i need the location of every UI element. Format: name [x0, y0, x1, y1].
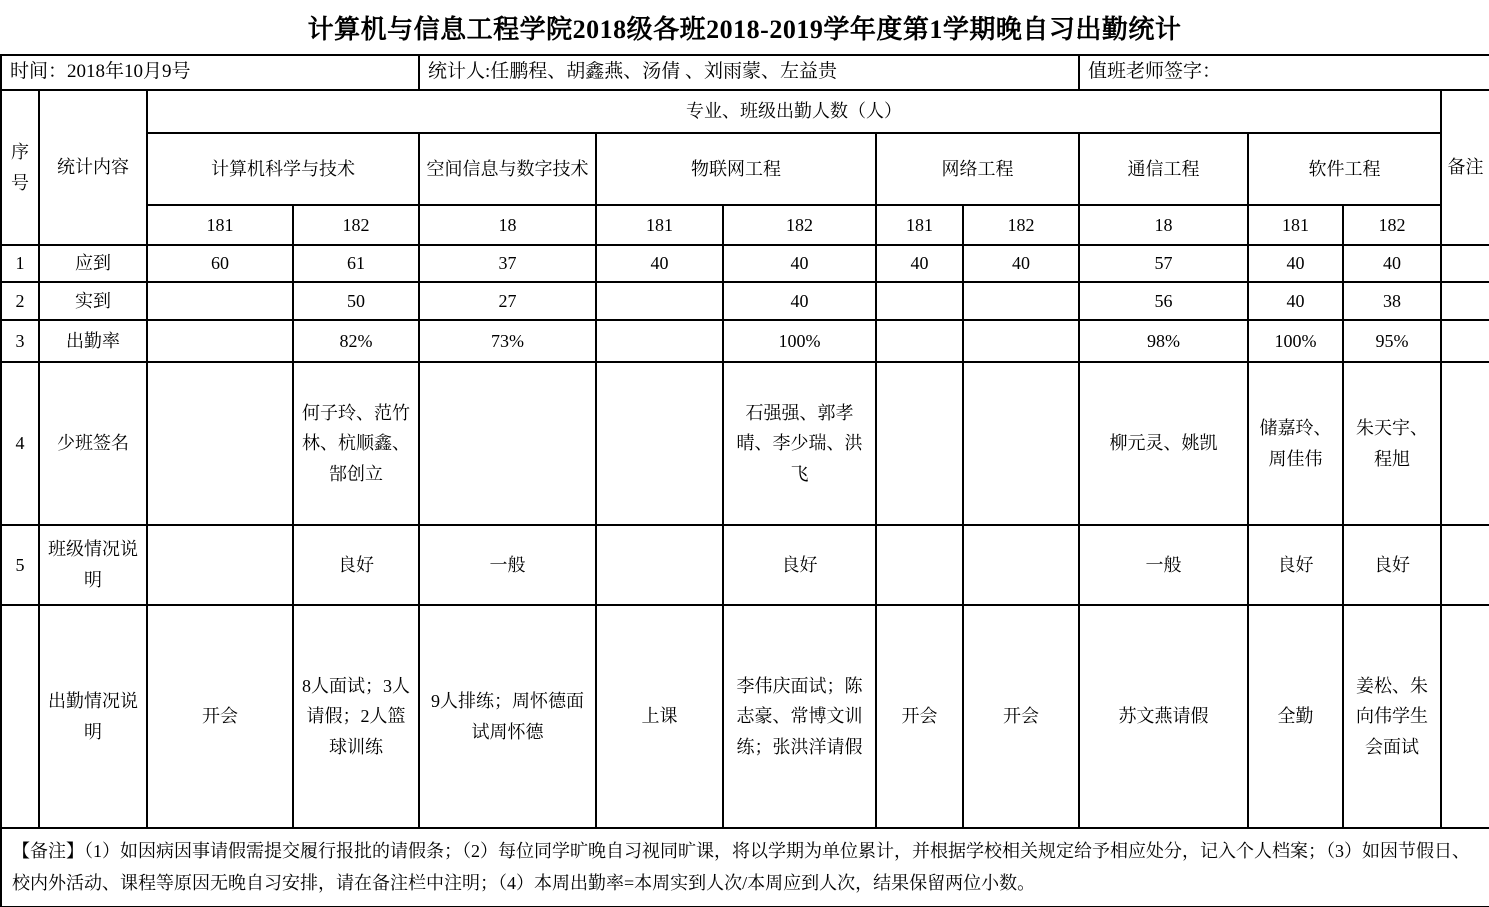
row-label: 出勤情况说明 [39, 605, 147, 828]
attendance-cell: 何子玲、范竹林、杭顺鑫、郜创立 [293, 362, 419, 525]
class-header: 181 [596, 205, 723, 245]
table-row [1, 245, 1489, 282]
attendance-cell: 朱天宇、程旭 [1343, 362, 1441, 525]
major-header: 计算机科学与技术 [147, 133, 419, 205]
attendance-cell: 40 [1343, 245, 1441, 282]
remark-column-header: 备注 [1441, 90, 1489, 245]
seq-column-header: 序号 [1, 90, 39, 245]
attendance-cell: 良好 [1248, 525, 1343, 605]
header-row-majors [1, 133, 1489, 205]
attendance-cell: 40 [723, 245, 876, 282]
class-header: 18 [419, 205, 596, 245]
attendance-cell: 姜松、朱向伟学生会面试 [1343, 605, 1441, 828]
table-row [1, 320, 1489, 362]
class-header: 181 [147, 205, 293, 245]
remark-cell [1441, 525, 1489, 605]
attendance-cell: 40 [963, 245, 1079, 282]
attendance-cell: 储嘉玲、周佳伟 [1248, 362, 1343, 525]
attendance-cell: 良好 [723, 525, 876, 605]
attendance-cell [876, 282, 963, 320]
header-row-classes [1, 205, 1489, 245]
attendance-span-header: 专业、班级出勤人数（人） [147, 90, 1441, 133]
class-header: 182 [963, 205, 1079, 245]
attendance-cell: 38 [1343, 282, 1441, 320]
attendance-cell [876, 525, 963, 605]
info-row [1, 55, 1489, 90]
row-seq: 2 [1, 282, 39, 320]
recorders-field: 统计人:任鹏程、胡鑫燕、汤倩 、刘雨蒙、左益贵 [419, 55, 1079, 90]
class-header: 182 [723, 205, 876, 245]
remark-cell [1441, 605, 1489, 828]
footnote-row [1, 828, 1489, 907]
attendance-cell: 60 [147, 245, 293, 282]
attendance-cell: 石强强、郭孝晴、李少瑞、洪飞 [723, 362, 876, 525]
attendance-cell [596, 362, 723, 525]
row-seq: 4 [1, 362, 39, 525]
class-header: 181 [876, 205, 963, 245]
remark-cell [1441, 320, 1489, 362]
table-row [1, 605, 1489, 828]
attendance-cell [147, 282, 293, 320]
attendance-cell [963, 320, 1079, 362]
row-seq: 3 [1, 320, 39, 362]
attendance-cell: 开会 [963, 605, 1079, 828]
attendance-cell [596, 525, 723, 605]
attendance-cell [147, 320, 293, 362]
time-field: 时间：2018年10月9号 [1, 55, 419, 90]
attendance-cell: 40 [1248, 282, 1343, 320]
remark-cell [1441, 245, 1489, 282]
attendance-cell [963, 282, 1079, 320]
attendance-cell: 9人排练；周怀德面试周怀德 [419, 605, 596, 828]
major-header: 物联网工程 [596, 133, 876, 205]
attendance-cell: 一般 [1079, 525, 1248, 605]
attendance-cell: 57 [1079, 245, 1248, 282]
row-label: 班级情况说明 [39, 525, 147, 605]
attendance-cell [963, 362, 1079, 525]
remark-cell [1441, 362, 1489, 525]
attendance-cell: 柳元灵、姚凯 [1079, 362, 1248, 525]
attendance-cell: 40 [723, 282, 876, 320]
remark-cell [1441, 282, 1489, 320]
row-label: 少班签名 [39, 362, 147, 525]
table-row [1, 362, 1489, 525]
attendance-cell: 良好 [1343, 525, 1441, 605]
attendance-cell [876, 320, 963, 362]
attendance-cell: 95% [1343, 320, 1441, 362]
attendance-cell: 40 [1248, 245, 1343, 282]
attendance-cell: 50 [293, 282, 419, 320]
attendance-cell: 40 [876, 245, 963, 282]
attendance-cell: 8人面试；3人请假；2人篮球训练 [293, 605, 419, 828]
row-seq [1, 605, 39, 828]
attendance-cell [596, 282, 723, 320]
attendance-cell: 98% [1079, 320, 1248, 362]
teacher-signature-field: 值班老师签字： [1079, 55, 1489, 90]
row-label: 出勤率 [39, 320, 147, 362]
attendance-cell: 73% [419, 320, 596, 362]
major-header: 软件工程 [1248, 133, 1441, 205]
attendance-cell [876, 362, 963, 525]
attendance-cell [419, 362, 596, 525]
attendance-cell [147, 362, 293, 525]
attendance-cell: 上课 [596, 605, 723, 828]
row-label: 实到 [39, 282, 147, 320]
attendance-cell: 全勤 [1248, 605, 1343, 828]
attendance-cell: 37 [419, 245, 596, 282]
row-seq: 5 [1, 525, 39, 605]
class-header: 18 [1079, 205, 1248, 245]
attendance-cell: 40 [596, 245, 723, 282]
row-seq: 1 [1, 245, 39, 282]
attendance-cell [596, 320, 723, 362]
page-title: 计算机与信息工程学院2018级各班2018-2019学年度第1学期晚自习出勤统计 [307, 14, 1182, 44]
class-header: 182 [1343, 205, 1441, 245]
attendance-cell: 82% [293, 320, 419, 362]
major-header: 空间信息与数字技术 [419, 133, 596, 205]
class-header: 181 [1248, 205, 1343, 245]
table-row [1, 282, 1489, 320]
major-header: 通信工程 [1079, 133, 1248, 205]
footnote: 【备注】（1）如因病因事请假需提交履行报批的请假条；（2）每位同学旷晚自习视同旷课，将以学期为单位累计，并根据学校相关规定给予相应处分，记入个人档案；（3）如因节假日、校内外活动、课程等原因无晚自习安排，请在备注栏中注明；（4）本周出勤率=本周实到人次/本周应到人次，结果保留两位小数。 [1, 828, 1489, 907]
attendance-cell: 良好 [293, 525, 419, 605]
attendance-cell: 李伟庆面试；陈志豪、常博文训练；张洪洋请假 [723, 605, 876, 828]
attendance-cell [147, 525, 293, 605]
attendance-cell [963, 525, 1079, 605]
attendance-cell: 61 [293, 245, 419, 282]
class-header: 182 [293, 205, 419, 245]
attendance-cell: 苏文燕请假 [1079, 605, 1248, 828]
attendance-cell: 100% [1248, 320, 1343, 362]
attendance-cell: 开会 [876, 605, 963, 828]
content-column-header: 统计内容 [39, 90, 147, 245]
attendance-cell: 27 [419, 282, 596, 320]
row-label: 应到 [39, 245, 147, 282]
attendance-cell: 开会 [147, 605, 293, 828]
attendance-cell: 100% [723, 320, 876, 362]
attendance-table [0, 54, 1489, 907]
attendance-cell: 一般 [419, 525, 596, 605]
table-row [1, 525, 1489, 605]
attendance-cell: 56 [1079, 282, 1248, 320]
header-row-span [1, 90, 1489, 133]
major-header: 网络工程 [876, 133, 1079, 205]
